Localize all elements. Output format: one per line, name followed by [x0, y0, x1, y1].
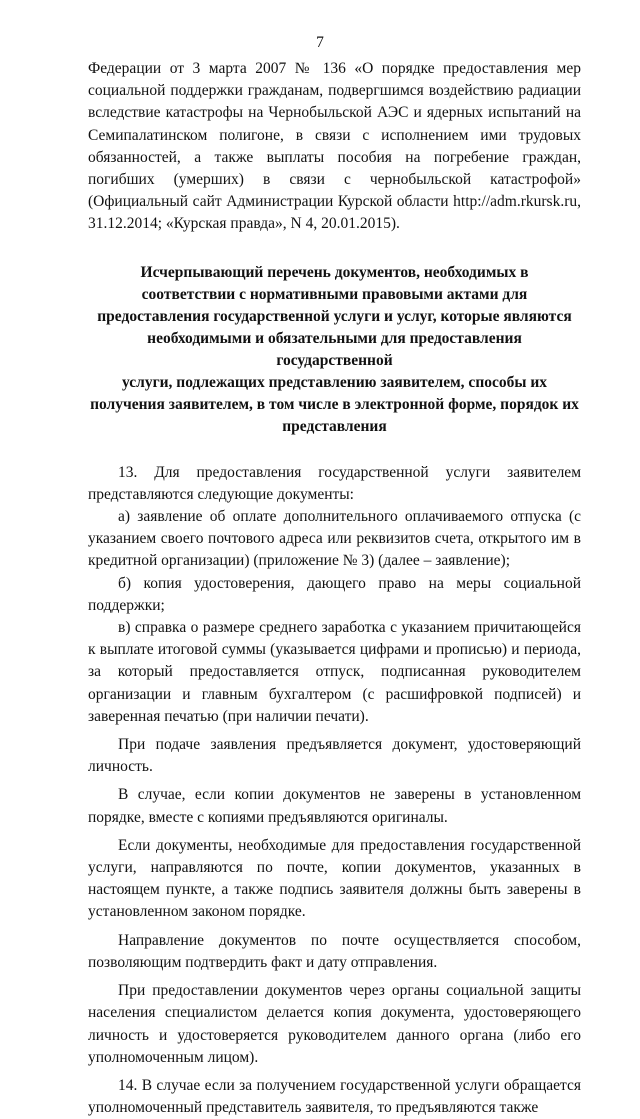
heading-line: Исчерпывающий перечень документов, необходимых в: [140, 263, 529, 281]
intro-line: обязанностей, а также выплаты пособия на погребение граждан, погибших: [88, 148, 581, 189]
item-a: а) заявление об оплате дополнительного оплачиваемого отпуска (с указанием своего почтового адреса или реквизитов счета, открытого им в кредитной организации) (приложение № 3) (далее – заявление);: [88, 508, 581, 570]
heading-line: соответствии с нормативными правовыми актами для: [141, 285, 528, 303]
intro-line: вследствие катастрофы на Чернобыльской АЭС и ядерных испытаний на: [88, 104, 581, 122]
page-number: 7: [316, 34, 324, 51]
item-b: б) копия удостоверения, дающего право на меры социальной поддержки;: [88, 574, 581, 614]
document-body: [88, 58, 581, 1119]
heading-line: услуги, подлежащих представлению заявителем, способы их: [121, 373, 548, 391]
intro-paragraph: [88, 58, 581, 236]
intro-line: социальной поддержки гражданам, подвергшимся воздействию радиации: [88, 82, 581, 100]
heading-line: предоставления государственной услуги и услуг, которые являются: [97, 307, 572, 325]
intro-line: Федерации от 3 марта 2007 № 136 «О порядке предоставления мер: [88, 60, 581, 77]
paragraph-14: 14. В случае если за получением государственной услуги обращается уполномоченный представитель заявителя, то предъявляются также: [88, 1076, 581, 1117]
heading-line: представления: [282, 417, 387, 435]
paragraph-mail: Если документы, необходимые для предоставления государственной услуги, направляются по почте, копии документов, указанных в настоящем пункте, а также подпись заявителя должны быть заверены в установленном законом порядке.: [88, 836, 581, 921]
paragraph-social-protection: При предоставлении документов через органы социальной защиты населения специалистом делается копия документа, удостоверяющего личность и удостоверяется руководителем данного органа (либо его уполномоченным лицом).: [88, 982, 581, 1066]
section-heading: [88, 262, 581, 438]
intro-line: (умерших) в связи с чернобыльской катастрофой» (Официальный сайт: [88, 171, 581, 211]
intro-line: Семипалатинском полигоне, в связи с исполнением ими трудовых: [88, 126, 581, 144]
intro-line: правда», N 4, 20.01.2015).: [230, 215, 400, 233]
item-v: в) справка о размере среднего заработка с указанием причитающейся к выплате итоговой суммы (указывается цифрами и прописью) и периода, за который предоставляется отпуск, подписанная руководителем организации и главным бухгалтером (с расшифровкой подписей) и заверенная печатью (при наличии печати).: [88, 619, 581, 725]
paragraph-13: 13. Для предоставления государственной услуги заявителем представляются следующие документы:: [88, 463, 581, 503]
heading-line: необходимыми и обязательными для предоставления государственной: [147, 329, 522, 369]
intro-line: Администрации Курской области http://adm.rkursk.ru, 31.12.2014; «Курская: [88, 193, 581, 233]
paragraph-copies: В случае, если копии документов не заверены в установленном порядке, вместе с копиями предъявляются оригиналы.: [88, 786, 581, 826]
heading-line: получения заявителем, в том числе в электронной форме, порядок их: [90, 395, 579, 413]
paragraph-sending: Направление документов по почте осуществляется способом, позволяющим подтвердить факт и дату отправления.: [88, 931, 581, 971]
paragraph-identity: При подаче заявления предъявляется документ, удостоверяющий личность.: [88, 736, 581, 776]
